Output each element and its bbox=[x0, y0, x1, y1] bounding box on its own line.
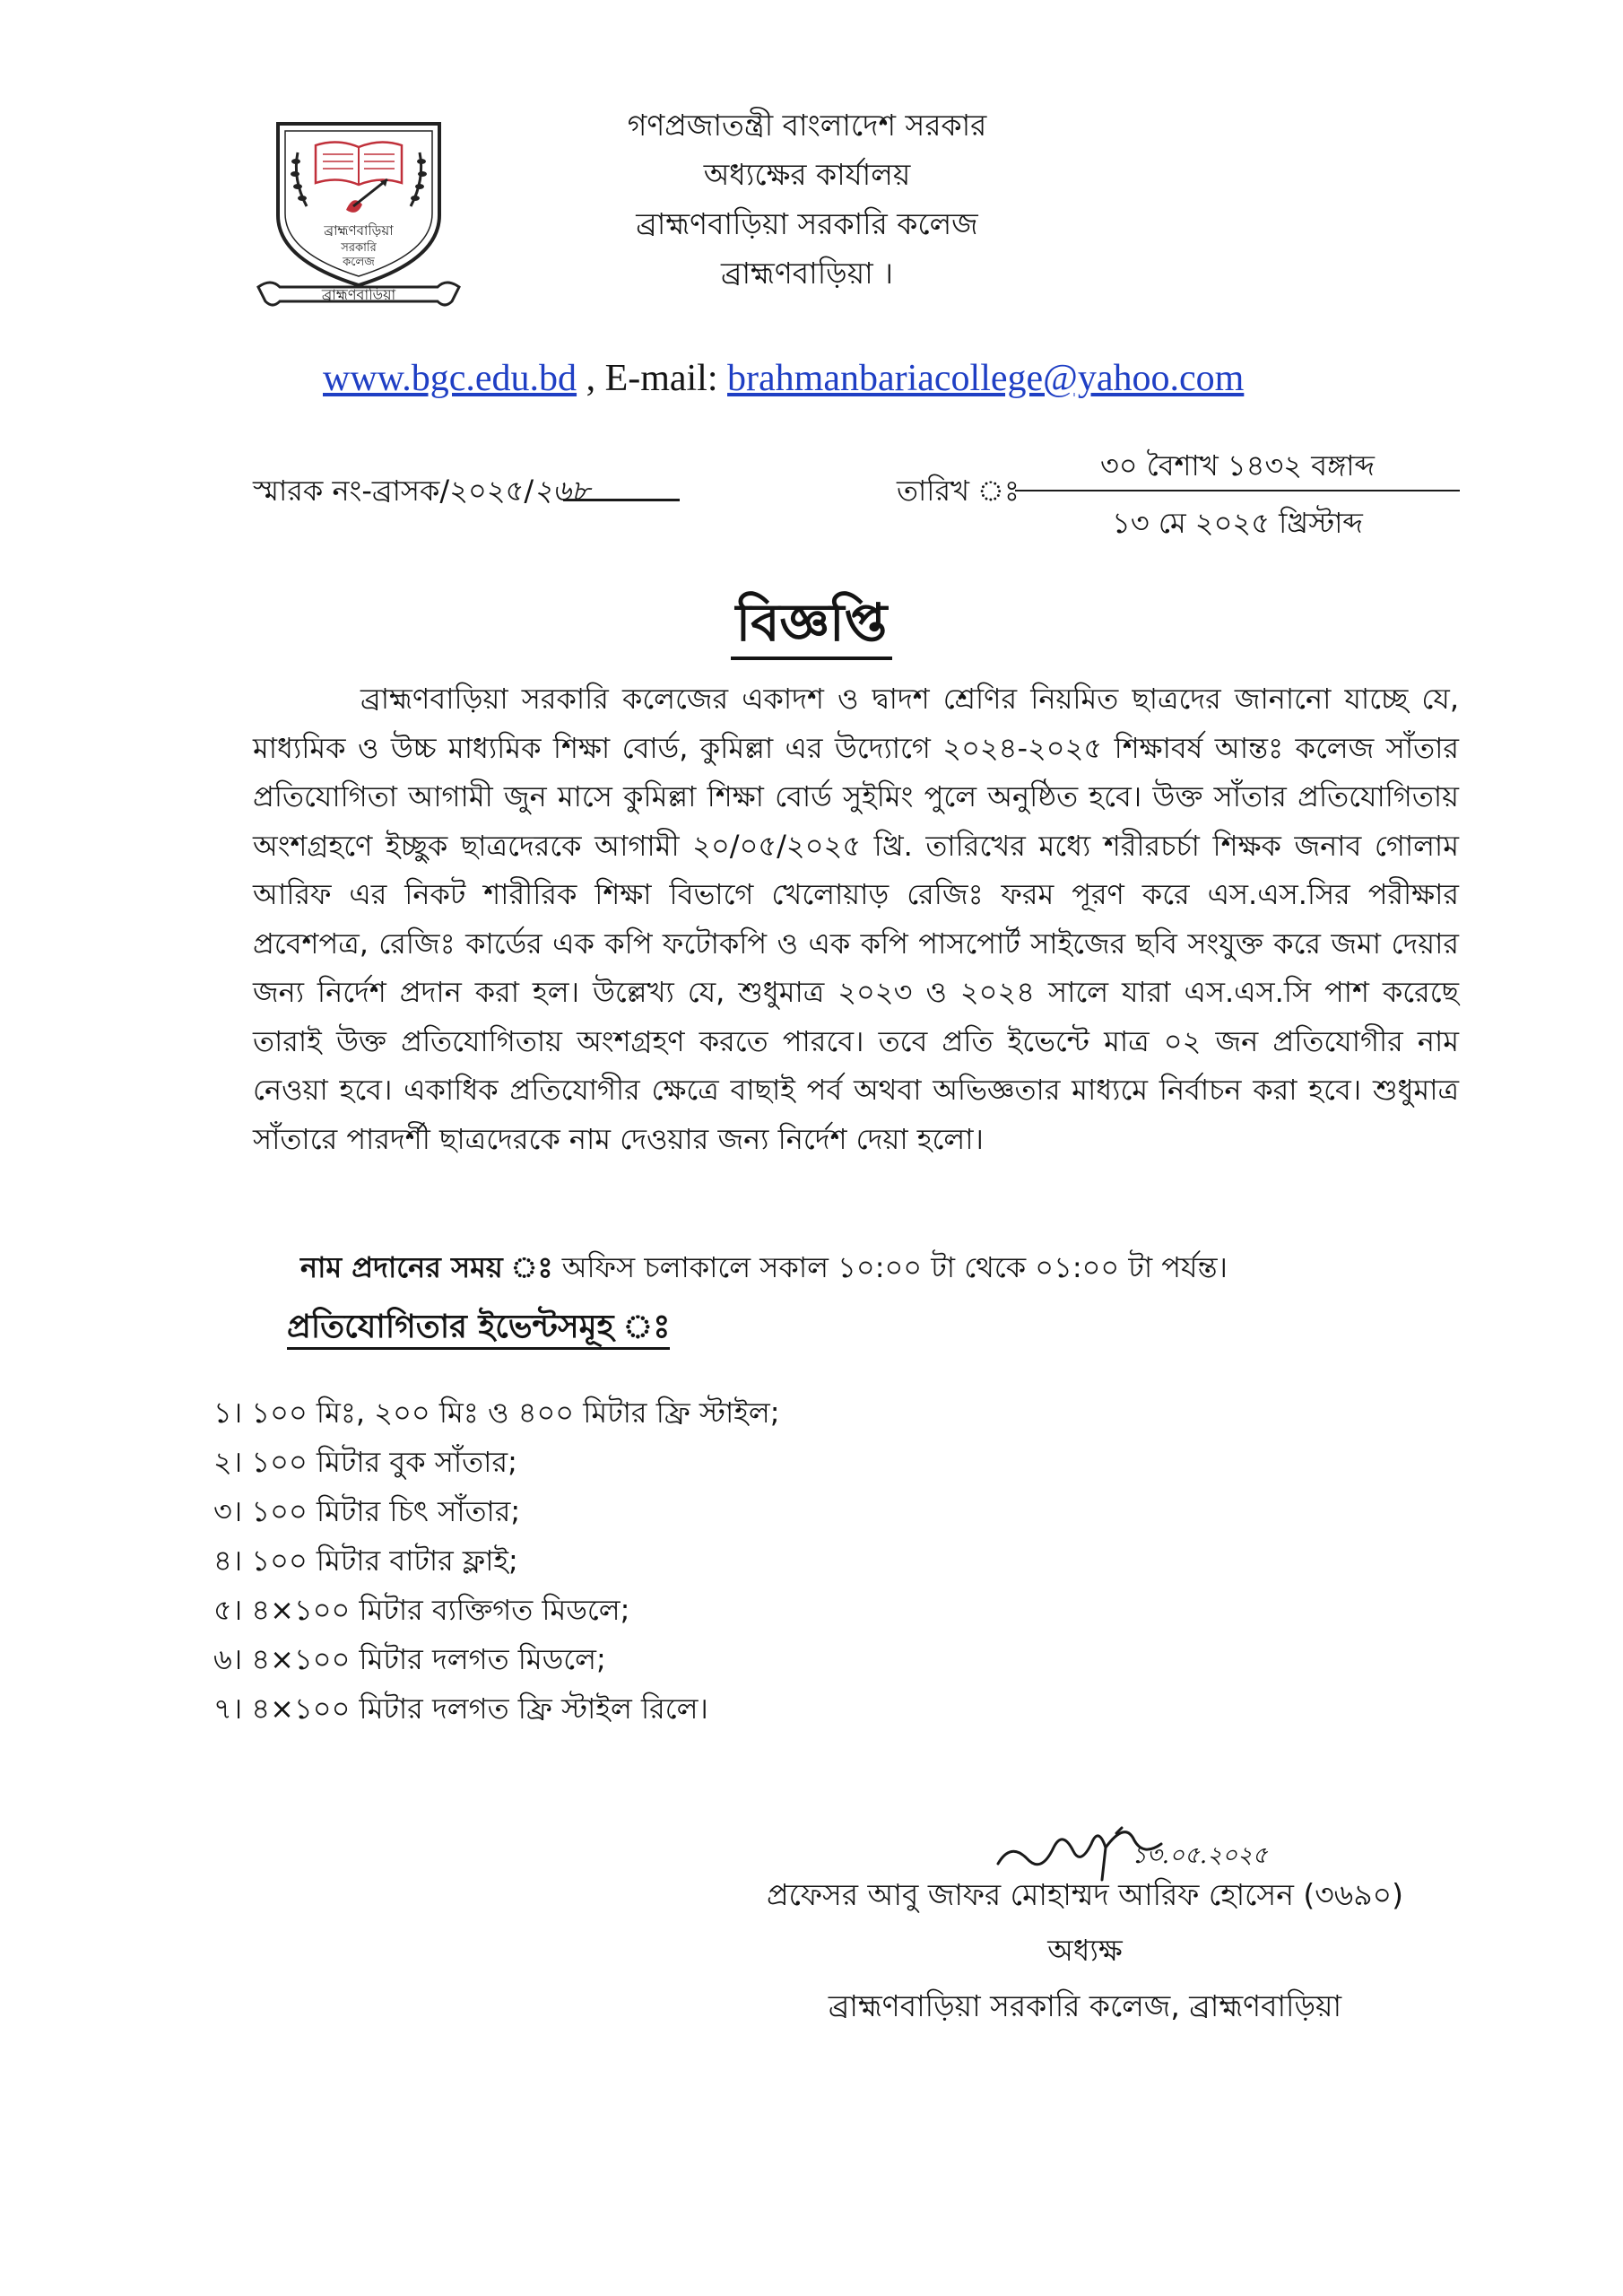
events-heading-text: প্রতিযোগিতার ইভেন্টসমূহ ঃ bbox=[287, 1309, 670, 1350]
event-item: ১। ১০০ মিঃ, ২০০ মিঃ ও ৪০০ মিটার ফ্রি স্টাইল; bbox=[213, 1396, 780, 1430]
notice-paragraph: ব্রাহ্মণবাড়িয়া সরকারি কলেজের একাদশ ও দ্বাদশ শ্রেণির নিয়মিত ছাত্রদের জানানো যাচ্ছে যে, মাধ্যমিক ও উচ্চ মাধ্যমিক শিক্ষা বোর্ড, কুমিল্লা এর উদ্যোগে ২০২৪-২০২৫ শিক্ষাবর্ষ আন্তঃ কলেজ সাঁতার প্রতিযোগিতা আগামী জুন মাসে কুমিল্লা শিক্ষা বোর্ড সুইমিং পুলে অনুষ্ঠিত হবে। উক্ত সাঁতার প্রতিযোগিতায় অংশগ্রহণে ইচ্ছুক ছাত্রদেরকে আগামী ২০/০৫/২০২৫ খ্রি. তারিখের মধ্যে শরীরচর্চা শিক্ষক জনাব গোলাম আরিফ এর নিকট শারীরিক শিক্ষা বিভাগে খেলোয়াড় রেজিঃ ফরম পূরণ করে এস.এস.সির পরীক্ষার প্রবেশপত্র, রেজিঃ কার্ডের এক কপি ফটোকপি ও এক কপি পাসপোর্ট সাইজের ছবি সংযুক্ত করে জমা দেয়ার জন্য নির্দেশ প্রদান করা হল। উল্লেখ্য যে, শুধুমাত্র ২০২৩ ও ২০২৪ সালে যারা এস.এস.সি পাশ করেছে তারাই উক্ত প্রতিযোগিতায় অংশগ্রহণ করতে পারবে। তবে প্রতি ইভেন্টে মাত্র ০২ জন প্রতিযোগীর নাম নেওয়া হবে। একাধিক প্রতিযোগীর ক্ষেত্রে বাছাই পর্ব অথবা অভিজ্ঞতার মাধ্যমে নির্বাচন করা হবে। শুধুমাত্র সাঁতারে পারদর্শী ছাত্রদেরকে নাম দেওয়ার জন্য নির্দেশ দেয়া হলো। bbox=[253, 682, 1459, 1156]
email-link[interactable]: brahmanbariacollege@yahoo.com bbox=[727, 358, 1245, 399]
signatory-institution: ব্রাহ্মণবাড়িয়া সরকারি কলেজ, ব্রাহ্মণবাড়িয়া bbox=[828, 1988, 1342, 2023]
memo-underline bbox=[563, 499, 680, 501]
crest-label-mid: সরকারি bbox=[341, 241, 377, 255]
date-bangla: ৩০ বৈশাখ ১৪৩২ বঙ্গাব্দ bbox=[1099, 448, 1376, 483]
date-divider bbox=[1015, 490, 1460, 491]
submission-time bbox=[300, 1245, 1228, 1293]
memo-handwritten-number: ২৬৮ bbox=[534, 474, 590, 508]
memo-label: স্মারক নং-ব্রাসক/২০২৫/ bbox=[253, 474, 534, 508]
office-header bbox=[574, 100, 1040, 298]
notice-title bbox=[0, 583, 1623, 670]
event-item: ৪। ১০০ মিটার বাটার ফ্লাই; bbox=[213, 1544, 518, 1578]
date-label: তারিখ ঃ bbox=[897, 474, 1020, 508]
signatory-designation: অধ্যক্ষ bbox=[1047, 1933, 1123, 1968]
date-english: ১৩ মে ২০২৫ খ্রিস্টাব্দ bbox=[1112, 506, 1363, 540]
signatory-name: প্রফেসর আবু জাফর মোহাম্মদ আরিফ হোসেন (৩৬৯০) bbox=[767, 1877, 1403, 1912]
header-office: অধ্যক্ষের কার্যালয় bbox=[703, 157, 911, 192]
event-item: ৫। ৪×১০০ মিটার ব্যক্তিগত মিডলে; bbox=[213, 1593, 630, 1627]
signatory-block bbox=[690, 1867, 1480, 2034]
notice-body bbox=[253, 674, 1459, 1163]
header-college: ব্রাহ্মণবাড়িয়া সরকারি কলেজ bbox=[636, 206, 978, 241]
event-item: ৭। ৪×১০০ মিটার দলগত ফ্রি স্টাইল রিলে। bbox=[213, 1692, 708, 1726]
contact-line bbox=[323, 357, 1244, 400]
crest-banner-text: ব্রাহ্মণবাড়িয়া bbox=[321, 286, 396, 303]
events-heading bbox=[287, 1302, 670, 1356]
header-location: ব্রাহ্মণবাড়িয়া । bbox=[720, 256, 894, 291]
crest-label-bot: কলেজ bbox=[343, 256, 375, 269]
notice-title-text: বিজ্ঞপ্তি bbox=[731, 592, 893, 660]
events-list bbox=[213, 1388, 780, 1734]
memo-number bbox=[253, 468, 590, 517]
submission-time-label: নাম প্রদানের সময় ঃ bbox=[300, 1250, 553, 1284]
college-crest-logo bbox=[253, 117, 464, 314]
submission-time-value: অফিস চলাকালে সকাল ১০:০০ টা থেকে ০১:০০ টা পর্যন্ত। bbox=[552, 1250, 1228, 1284]
event-item: ৩। ১০০ মিটার চিৎ সাঁতার; bbox=[213, 1494, 521, 1528]
crest-label-top: ব্রাহ্মণবাড়িয়া bbox=[324, 222, 394, 239]
event-item: ২। ১০০ মিটার বুক সাঁতার; bbox=[213, 1445, 517, 1479]
event-item: ৬। ৪×১০০ মিটার দলগত মিডলে; bbox=[213, 1642, 606, 1676]
website-link[interactable]: www.bgc.edu.bd bbox=[323, 358, 577, 399]
header-government: গণপ্রজাতন্ত্রী বাংলাদেশ সরকার bbox=[627, 108, 987, 143]
signature-date: ১৩.০৫.২০২৫ bbox=[1132, 1842, 1268, 1869]
email-label: , E-mail: bbox=[577, 358, 728, 399]
